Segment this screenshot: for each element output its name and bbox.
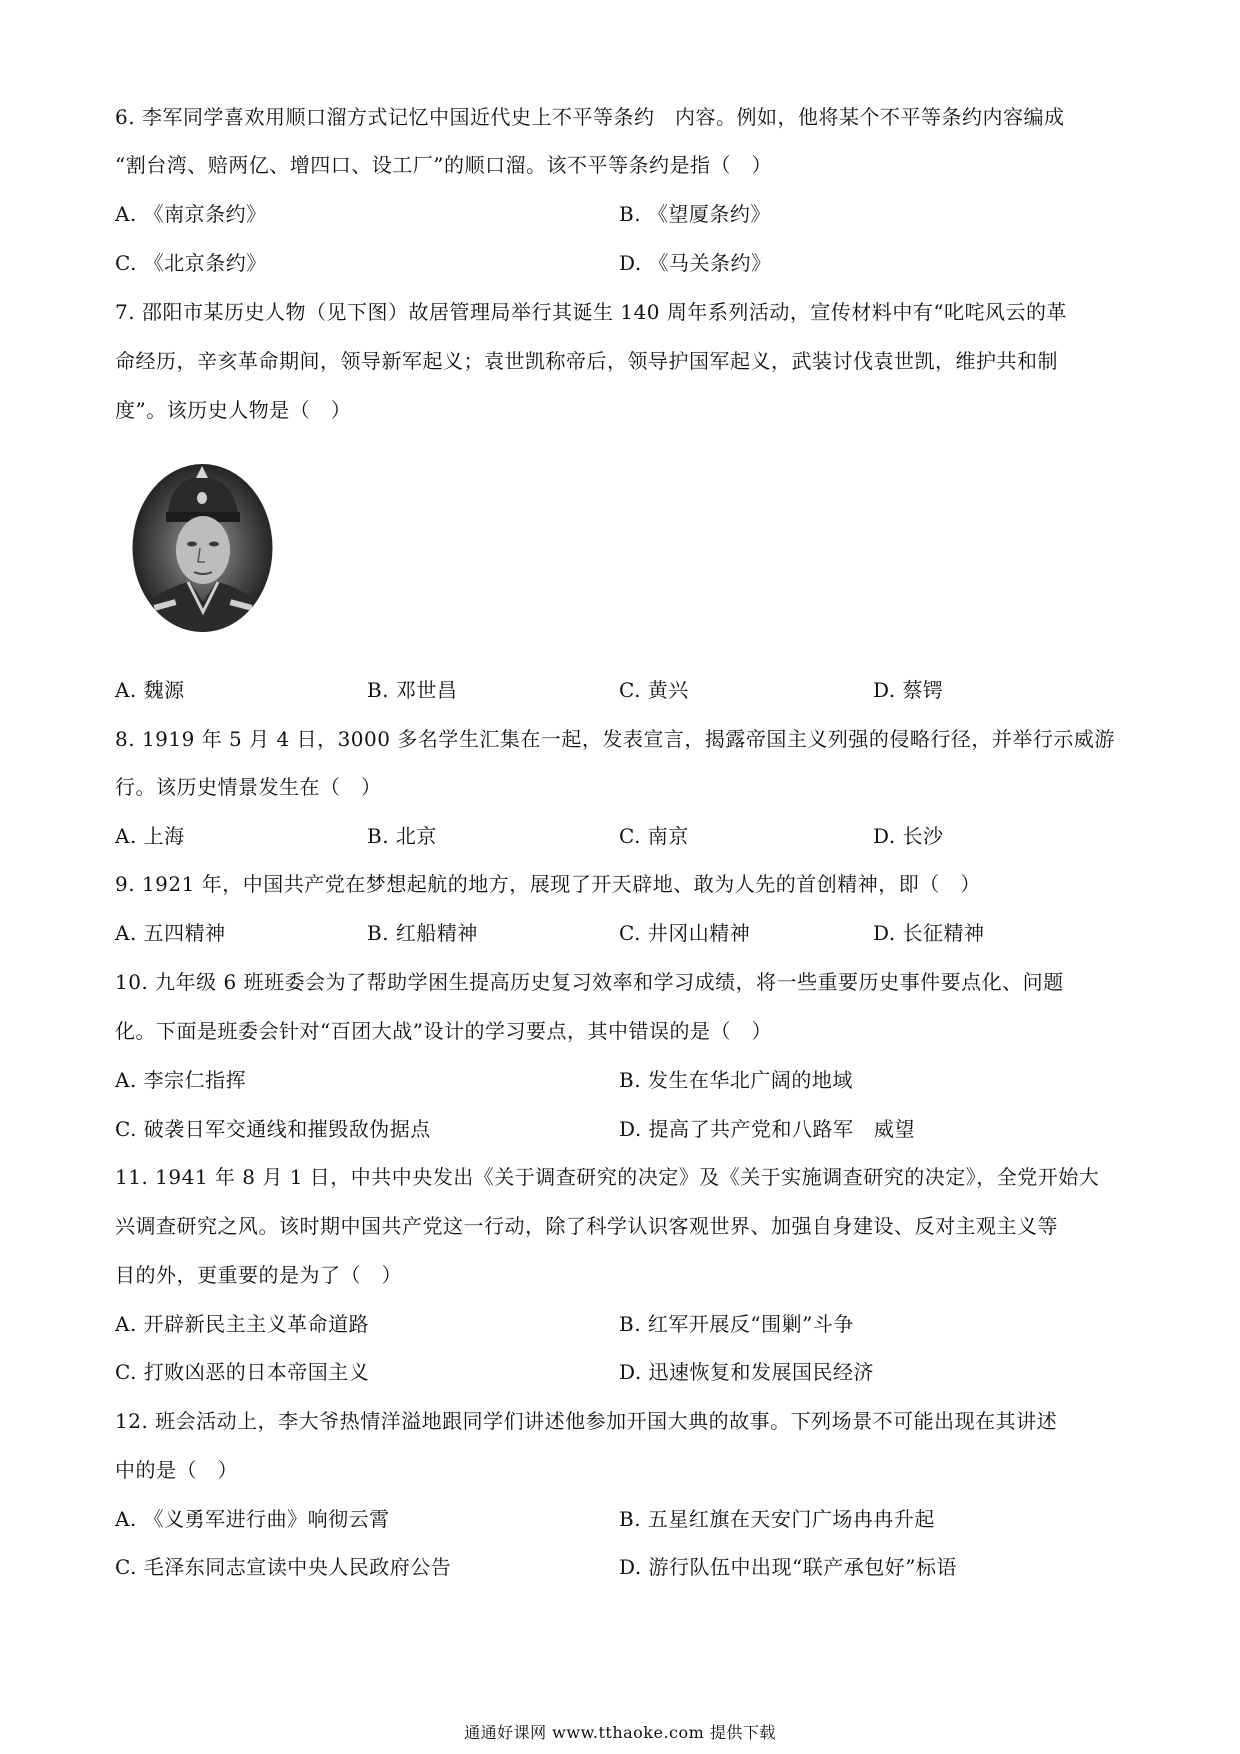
question-11-line-3: 目的外，更重要的是为了（ ） [115, 1263, 402, 1287]
question-7-option-c: C. 黄兴 [619, 678, 689, 702]
question-12-line-2: 中的是（ ） [115, 1458, 238, 1482]
question-7-option-b: B. 邓世昌 [367, 678, 458, 702]
historical-figure-portrait [130, 462, 275, 634]
question-12-option-c: C. 毛泽东同志宣读中央人民政府公告 [115, 1555, 452, 1579]
question-8-line-1: 8. 1919 年 5 月 4 日，3000 多名学生汇集在一起，发表宣言，揭露帝国主义列强的侵略行径，并举行示威游 [115, 727, 1115, 751]
question-10-line-2: 化。下面是班委会针对“百团大战”设计的学习要点，其中错误的是（ ） [115, 1019, 772, 1043]
question-9-line-1: 9. 1921 年，中国共产党在梦想起航的地方，展现了开天辟地、敢为人先的首创精神，即（ ） [115, 872, 981, 896]
question-11-option-b: B. 红军开展反“围剿”斗争 [619, 1312, 854, 1336]
question-6-option-a: A. 《南京条约》 [115, 202, 267, 226]
question-6-option-b: B. 《望厦条约》 [619, 202, 771, 226]
question-10-option-b: B. 发生在华北广阔的地域 [619, 1068, 853, 1092]
question-6-option-c: C. 《北京条约》 [115, 251, 267, 275]
question-11-option-a: A. 开辟新民主主义革命道路 [115, 1312, 370, 1336]
question-12-option-a: A. 《义勇军进行曲》响彻云霄 [115, 1507, 390, 1531]
question-7-line-2: 命经历，辛亥革命期间，领导新军起义；袁世凯称帝后，领导护国军起义，武装讨伐袁世凯，维护共和制 [115, 349, 1058, 373]
question-10-option-c: C. 破袭日军交通线和摧毁敌伪据点 [115, 1117, 431, 1141]
question-12-line-1: 12. 班会活动上，李大爷热情洋溢地跟同学们讲述他参加开国大典的故事。下列场景不可能出现在其讲述 [115, 1409, 1058, 1433]
question-11-option-c: C. 打败凶恶的日本帝国主义 [115, 1360, 370, 1384]
question-9-option-a: A. 五四精神 [115, 921, 226, 945]
question-10-option-a: A. 李宗仁指挥 [115, 1068, 247, 1092]
question-7-option-d: D. 蔡锷 [873, 678, 944, 702]
question-8-option-b: B. 北京 [367, 824, 437, 848]
page-footer: 通通好课网 www.tthaoke.com 提供下载 [464, 1723, 776, 1742]
question-6-option-d: D. 《马关条约》 [619, 251, 772, 275]
question-7-line-1: 7. 邵阳市某历史人物（见下图）故居管理局举行其诞生 140 周年系列活动，宣传材料中有“叱咤风云的革 [115, 300, 1068, 324]
question-9-option-d: D. 长征精神 [873, 921, 985, 945]
question-9-option-b: B. 红船精神 [367, 921, 478, 945]
question-11-line-2: 兴调查研究之风。该时期中国共产党这一行动，除了科学认识客观世界、加强自身建设、反对主观主义等 [115, 1214, 1058, 1238]
question-10-line-1: 10. 九年级 6 班班委会为了帮助学困生提高历史复习效率和学习成绩，将一些重要历史事件要点化、问题 [115, 970, 1064, 994]
question-8-line-2: 行。该历史情景发生在（ ） [115, 775, 382, 799]
question-6-line-1: 6. 李军同学喜欢用顺口溜方式记忆中国近代史上不平等条约 内容。例如，他将某个不平等条约内容编成 [115, 105, 1065, 129]
question-9-option-c: C. 井冈山精神 [619, 921, 751, 945]
question-8-option-a: A. 上海 [115, 824, 185, 848]
question-7-option-a: A. 魏源 [115, 678, 185, 702]
question-11-line-1: 11. 1941 年 8 月 1 日，中共中央发出《关于调查研究的决定》及《关于实施调查研究的决定》，全党开始大 [115, 1165, 1100, 1189]
question-12-option-d: D. 游行队伍中出现“联产承包好”标语 [619, 1555, 957, 1579]
question-12-option-b: B. 五星红旗在天安门广场冉冉升起 [619, 1507, 935, 1531]
question-6-line-2: “割台湾、赔两亿、增四口、设工厂”的顺口溜。该不平等条约是指（ ） [115, 153, 772, 177]
question-10-option-d: D. 提高了共产党和八路军 威望 [619, 1117, 916, 1141]
question-8-option-d: D. 长沙 [873, 824, 944, 848]
question-11-option-d: D. 迅速恢复和发展国民经济 [619, 1360, 875, 1384]
question-7-line-3: 度”。该历史人物是（ ） [115, 398, 352, 422]
question-8-option-c: C. 南京 [619, 824, 689, 848]
